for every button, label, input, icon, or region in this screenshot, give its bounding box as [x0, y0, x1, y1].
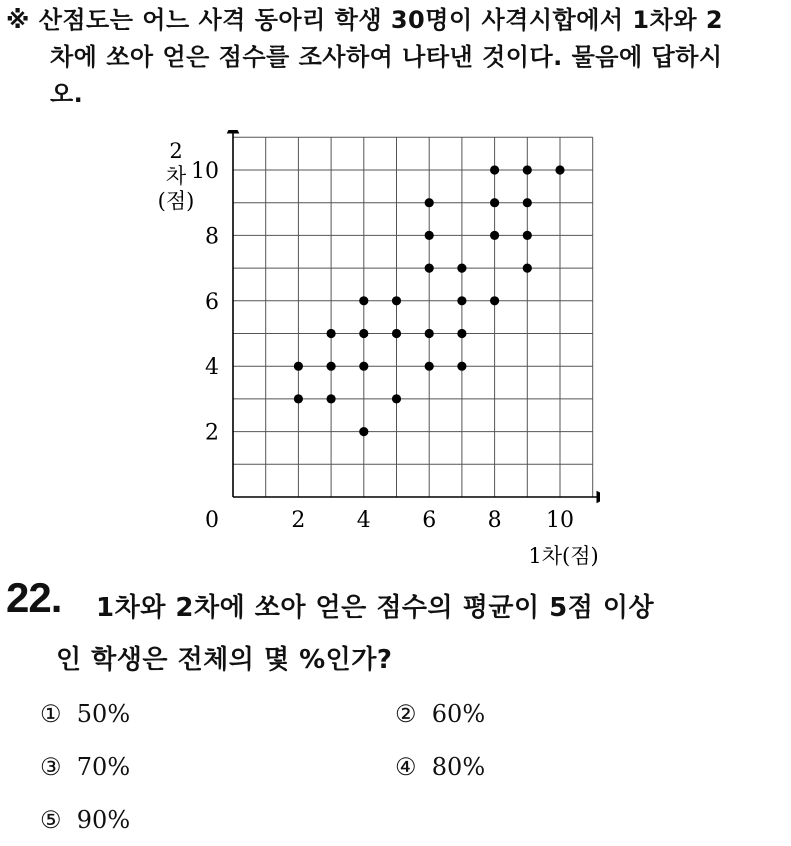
option-2[interactable] [395, 700, 485, 728]
data-point [359, 427, 368, 436]
axes [233, 130, 600, 497]
data-point [425, 329, 434, 338]
data-point [425, 362, 434, 371]
data-point [457, 264, 466, 273]
x-tick-label: 8 [487, 508, 502, 533]
data-point [392, 329, 401, 338]
grid-lines [233, 137, 593, 497]
data-point [490, 296, 499, 305]
question-text [56, 582, 786, 686]
y-axis-label-line: 2 [169, 139, 183, 163]
option-2-mark: ② [395, 700, 417, 728]
intro-line-1: ※ 산점도는 어느 사격 동아리 학생 30명이 사격시합에서 1차와 2 [6, 6, 724, 34]
data-point [359, 296, 368, 305]
data-point [523, 198, 532, 207]
data-point [392, 296, 401, 305]
question-line-1: 1차와 2차에 쏘아 얻은 점수의 평균이 5점 이상 [96, 593, 655, 623]
x-tick-label: 4 [356, 508, 371, 533]
option-1[interactable] [40, 700, 130, 728]
scatter-plot [120, 130, 600, 570]
y-axis-label-line: (점) [157, 189, 195, 213]
x-tick-label: 10 [546, 508, 574, 533]
tick-labels [191, 159, 574, 533]
question-line-2: 인 학생은 전체의 몇 %인가? [56, 645, 393, 675]
x-axis-label: 1차(점) [528, 544, 599, 568]
data-point [490, 198, 499, 207]
data-point [523, 264, 532, 273]
data-point [490, 165, 499, 174]
origin-label: 0 [205, 508, 219, 533]
option-1-mark: ① [40, 700, 62, 728]
intro-text [6, 2, 776, 113]
option-3[interactable] [40, 753, 130, 781]
y-axis-label-line: 차 [165, 164, 187, 188]
option-1-text: 50% [76, 700, 131, 728]
data-point [457, 329, 466, 338]
data-point [327, 362, 336, 371]
y-tick-label: 8 [205, 224, 219, 250]
data-point [425, 231, 434, 240]
data-point [294, 394, 303, 403]
data-point [457, 296, 466, 305]
data-point [359, 329, 368, 338]
data-point [392, 394, 401, 403]
option-2-text: 60% [431, 700, 486, 728]
intro-line-3: 오. [50, 80, 84, 108]
x-tick-label: 6 [422, 508, 437, 533]
data-point [523, 231, 532, 240]
y-tick-label: 10 [191, 159, 219, 184]
option-3-mark: ③ [40, 753, 62, 781]
data-point [425, 264, 434, 273]
axis-labels [158, 139, 599, 568]
intro-line-2: 차에 쏘아 얻은 점수를 조사하여 나타낸 것이다. 물음에 답하시 [50, 43, 723, 71]
option-5[interactable] [40, 806, 130, 834]
data-point [555, 165, 564, 174]
option-5-text: 90% [76, 806, 131, 834]
question-number: 22. [6, 574, 62, 621]
option-4-text: 80% [431, 753, 486, 781]
data-point [359, 362, 368, 371]
data-point [457, 362, 466, 371]
data-point [327, 394, 336, 403]
data-point [490, 231, 499, 240]
option-5-mark: ⑤ [40, 806, 62, 834]
y-tick-label: 2 [205, 420, 219, 446]
data-point [327, 329, 336, 338]
data-point [425, 198, 434, 207]
y-tick-label: 6 [205, 289, 219, 315]
option-3-text: 70% [76, 753, 131, 781]
option-4[interactable] [395, 753, 485, 781]
data-point [523, 165, 532, 174]
y-tick-label: 4 [205, 355, 219, 381]
data-point [294, 362, 303, 371]
option-4-mark: ④ [395, 753, 417, 781]
x-tick-label: 2 [291, 508, 306, 533]
